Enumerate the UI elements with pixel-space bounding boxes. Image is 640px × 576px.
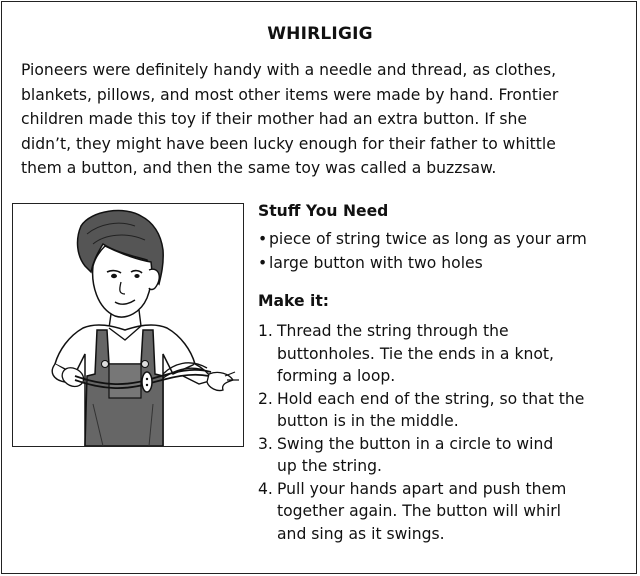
intro-line: them a button, and then the same toy was called a buzzsaw. (21, 159, 497, 177)
step-line: Pull your hands apart and push them (277, 479, 567, 498)
step-line: together again. The button will whirl (277, 502, 562, 520)
stuff-list (258, 227, 587, 275)
intro-line: children made this toy if their mother had an extra button. If she (21, 110, 527, 128)
list-item (258, 227, 587, 251)
step-line: and sing as it swings. (277, 524, 445, 543)
step-number: 3. (258, 434, 273, 453)
stuff-heading: Stuff You Need (258, 202, 389, 220)
boy-with-button-string-icon (13, 204, 243, 446)
step-item (258, 478, 628, 546)
step-line: up the string. (277, 457, 383, 475)
step-number: 4. (258, 479, 273, 498)
step-item (258, 388, 628, 433)
step-line: Thread the string through the (277, 322, 509, 340)
step-number: 2. (258, 389, 273, 408)
bullet: • (258, 254, 268, 272)
step-line: button is in the middle. (277, 412, 459, 430)
step-item (258, 320, 628, 388)
page-title: WHIRLIGIG (267, 24, 373, 44)
step-number: 1. (258, 322, 273, 340)
intro-line: Pioneers were definitely handy with a needle and thread, as clothes, (21, 61, 557, 79)
step-item (258, 433, 628, 478)
step-line: buttonholes. Tie the ends in a knot, (277, 344, 554, 363)
step-line: Hold each end of the string, so that the (277, 389, 585, 408)
item-text: piece of string twice as long as your arm (269, 230, 587, 248)
intro-line: blankets, pillows, and most other items were made by hand. Frontier (21, 85, 559, 104)
intro-line: didn’t, they might have been lucky enough for their father to whittle (21, 134, 556, 153)
steps-list (258, 320, 628, 545)
boy-illustration (12, 203, 244, 447)
bullet: • (258, 230, 268, 248)
step-line: forming a loop. (277, 367, 396, 385)
make-heading: Make it: (258, 292, 330, 310)
step-line: Swing the button in a circle to wind (277, 434, 554, 453)
list-item (258, 251, 587, 275)
item-text: large button with two holes (269, 254, 483, 272)
intro-paragraph (21, 58, 627, 181)
